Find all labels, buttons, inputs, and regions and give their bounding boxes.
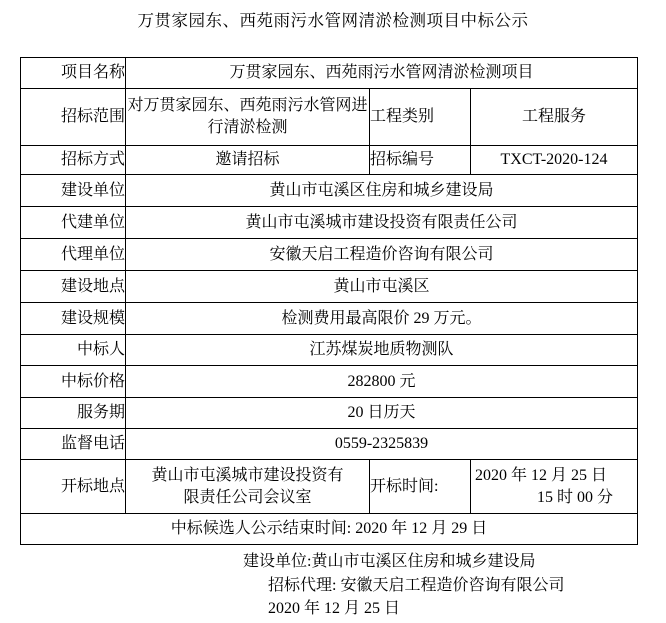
row-opening — [21, 460, 638, 514]
location-label: 建设地点 — [21, 271, 126, 303]
footer-date-line: 2020 年 12 月 25 日 — [268, 600, 401, 617]
footer-agency-line: 招标代理: 安徽天启工程造价咨询有限公司 — [268, 576, 565, 594]
winner-label: 中标人 — [21, 335, 126, 366]
opening-place-label: 开标地点 — [21, 460, 126, 514]
bid-scope-label: 招标范围 — [21, 89, 126, 146]
opening-time-date: 2020 年 12 月 25 日 — [475, 466, 608, 484]
agent-build-unit-label: 代建单位 — [21, 207, 126, 239]
bid-method-label: 招标方式 — [21, 146, 126, 175]
bid-number-label: 招标编号 — [370, 146, 471, 175]
agency-unit-value: 安徽天启工程造价咨询有限公司 — [126, 239, 638, 271]
row-bid-method — [21, 146, 638, 175]
agency-unit-label: 代理单位 — [21, 239, 126, 271]
row-bid-scope — [21, 89, 638, 146]
opening-time-clock: 15 时 00 分 — [536, 488, 613, 506]
price-value: 282800 元 — [126, 366, 638, 398]
announcement-end-text: 中标候选人公示结束时间: 2020 年 12 月 29 日 — [21, 514, 638, 545]
bid-scope-value-line1: 对万贯家园东、西苑雨污水管网进 — [127, 97, 368, 115]
construction-unit-label: 建设单位 — [21, 175, 126, 207]
winner-value: 江苏煤炭地质物测队 — [126, 335, 638, 366]
service-period-value: 20 日历天 — [126, 398, 638, 429]
opening-time-value — [471, 460, 638, 514]
row-location — [21, 271, 638, 303]
location-value: 黄山市屯溪区 — [126, 271, 638, 303]
construction-unit-value: 黄山市屯溪区住房和城乡建设局 — [126, 175, 638, 207]
row-agent-build-unit — [21, 207, 638, 239]
project-category-value: 工程服务 — [471, 89, 638, 146]
row-scale — [21, 303, 638, 335]
service-period-label: 服务期 — [21, 398, 126, 429]
opening-time-label: 开标时间: — [370, 460, 471, 514]
bid-number-value: TXCT-2020-124 — [471, 146, 638, 175]
opening-place-value — [126, 460, 370, 514]
supervise-phone-label: 监督电话 — [21, 429, 126, 460]
bid-method-value: 邀请招标 — [126, 146, 370, 175]
project-category-label: 工程类别 — [370, 89, 471, 146]
supervise-phone-value: 0559-2325839 — [126, 429, 638, 460]
row-service-period — [21, 398, 638, 429]
scale-label: 建设规模 — [21, 303, 126, 335]
scale-value: 检测费用最高限价 29 万元。 — [126, 303, 638, 335]
row-price — [21, 366, 638, 398]
row-project-name — [21, 58, 638, 89]
bid-scope-value-line2: 行清淤检测 — [207, 119, 288, 136]
row-agency-unit — [21, 239, 638, 271]
footer-construction-unit-line: 建设单位:黄山市屯溪区住房和城乡建设局 — [243, 553, 536, 570]
price-label: 中标价格 — [21, 366, 126, 398]
agent-build-unit-value: 黄山市屯溪城市建设投资有限责任公司 — [126, 207, 638, 239]
page-title: 万贯家园东、西苑雨污水管网清淤检测项目中标公示 — [137, 11, 529, 30]
bid-info-table — [20, 57, 638, 545]
row-announcement-end — [21, 514, 638, 545]
row-construction-unit — [21, 175, 638, 207]
opening-place-value-line2: 限责任公司会议室 — [183, 488, 312, 506]
opening-place-value-line1: 黄山市屯溪城市建设投资有 — [151, 466, 344, 484]
project-name-label: 项目名称 — [21, 58, 126, 89]
signature-block — [0, 550, 666, 621]
row-winner — [21, 335, 638, 366]
bid-scope-value — [126, 89, 370, 146]
project-name-value: 万贯家园东、西苑雨污水管网清淤检测项目 — [126, 58, 638, 89]
row-supervise-phone — [21, 429, 638, 460]
